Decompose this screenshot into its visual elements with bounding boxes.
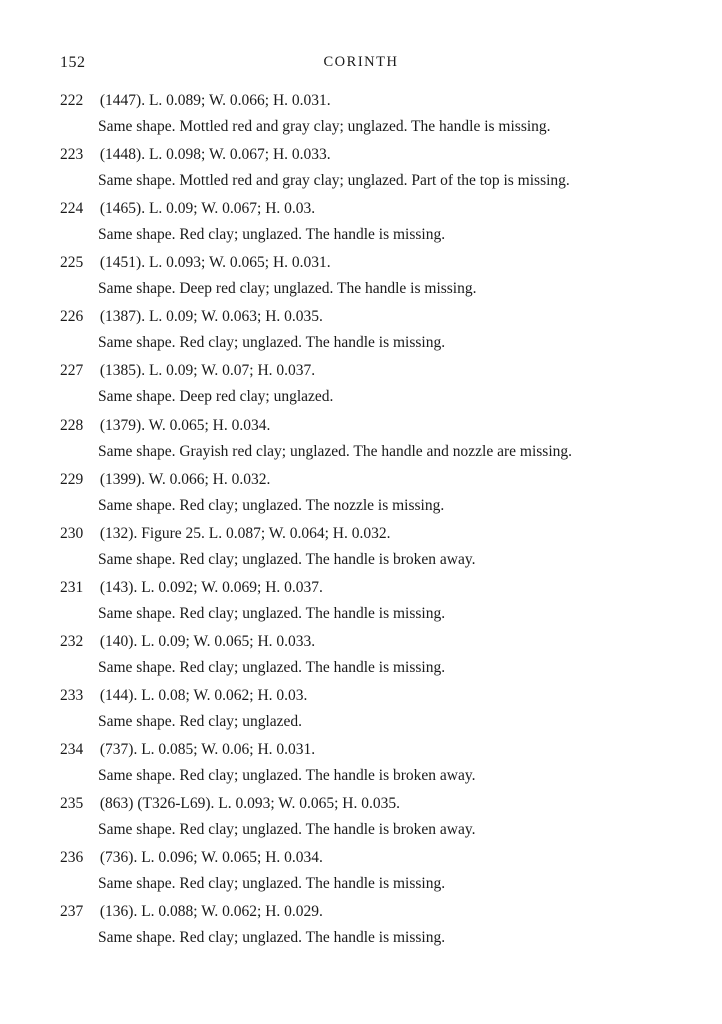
- entry-description: Same shape. Red clay; unglazed. The handle is broken away.: [98, 821, 476, 839]
- entry-measurements: (140). L. 0.09; W. 0.065; H. 0.033.: [99, 632, 316, 650]
- entry-description: Same shape. Red clay; unglazed. The handle is missing.: [98, 875, 446, 893]
- entry-description: Same shape. Grayish red clay; unglazed. The handle and nozzle are missing.: [98, 442, 573, 460]
- catalogue-entry: [60, 795, 682, 849]
- catalogue-entry: [60, 254, 682, 308]
- entry-measurements: (1387). L. 0.09; W. 0.063; H. 0.035.: [99, 308, 323, 326]
- catalogue-entry: [60, 741, 682, 795]
- entry-measurements: (736). L. 0.096; W. 0.065; H. 0.034.: [99, 849, 323, 867]
- entry-heading: [60, 254, 331, 272]
- catalogue-number: 230: [60, 524, 84, 542]
- entry-heading: [60, 92, 331, 110]
- catalogue-number: 226: [60, 308, 84, 326]
- entry-heading: [60, 903, 323, 921]
- entry-heading: [60, 687, 307, 705]
- entry-measurements: (863) (T326-L69). L. 0.093; W. 0.065; H. 0.035.: [99, 795, 400, 813]
- catalogue-entry: [60, 92, 682, 146]
- entry-heading: [60, 200, 315, 218]
- catalogue-entry: [60, 633, 682, 687]
- entry-heading: [60, 417, 270, 435]
- catalogue-entries: [60, 92, 682, 958]
- catalogue-entry: [60, 579, 682, 633]
- catalogue-number: 224: [60, 200, 84, 218]
- entry-heading: [60, 308, 323, 326]
- entry-description: Same shape. Red clay; unglazed. The handle is missing.: [98, 929, 446, 947]
- entry-measurements: (1399). W. 0.066; H. 0.032.: [99, 470, 271, 488]
- entry-measurements: (144). L. 0.08; W. 0.062; H. 0.03.: [99, 687, 308, 705]
- running-head: [60, 54, 662, 76]
- catalogue-number: 234: [60, 741, 84, 759]
- catalogue-entry: [60, 146, 682, 200]
- catalogue-entry: [60, 200, 682, 254]
- page-number: 152: [60, 54, 86, 71]
- entry-description: Same shape. Deep red clay; unglazed.: [98, 388, 334, 406]
- entry-heading: [60, 362, 315, 380]
- entry-measurements: (1379). W. 0.065; H. 0.034.: [99, 416, 271, 434]
- entry-description: Same shape. Red clay; unglazed. The handle is missing.: [98, 334, 446, 352]
- entry-description: Same shape. Red clay; unglazed.: [98, 713, 303, 731]
- catalogue-number: 237: [60, 903, 84, 921]
- catalogue-number: 236: [60, 849, 84, 867]
- entry-description: Same shape. Red clay; unglazed. The handle is missing.: [98, 658, 446, 676]
- entry-heading: [60, 741, 315, 759]
- entry-measurements: (136). L. 0.088; W. 0.062; H. 0.029.: [99, 903, 323, 921]
- catalogue-entry: [60, 308, 682, 362]
- entry-description: Same shape. Mottled red and gray clay; unglazed. Part of the top is missing.: [98, 172, 570, 190]
- entry-heading: [60, 146, 331, 164]
- catalogue-entry: [60, 417, 682, 471]
- catalogue-number: 232: [60, 632, 84, 650]
- entry-measurements: (132). Figure 25. L. 0.087; W. 0.064; H. 0.032.: [99, 524, 391, 542]
- entry-heading: [60, 633, 315, 651]
- entry-heading: [60, 849, 323, 867]
- entry-description: Same shape. Deep red clay; unglazed. The handle is missing.: [98, 280, 477, 298]
- entry-heading: [60, 471, 270, 489]
- catalogue-entry: [60, 849, 682, 903]
- catalogue-entry: [60, 687, 682, 741]
- entry-description: Same shape. Red clay; unglazed. The handle is missing.: [98, 604, 446, 622]
- entry-heading: [60, 795, 400, 813]
- catalogue-number: 225: [60, 254, 84, 272]
- entry-heading: [60, 525, 391, 543]
- entry-description: Same shape. Mottled red and gray clay; unglazed. The handle is missing.: [98, 118, 551, 135]
- catalogue-entry: [60, 362, 682, 416]
- entry-measurements: (143). L. 0.092; W. 0.069; H. 0.037.: [99, 578, 323, 596]
- entry-heading: [60, 579, 323, 597]
- catalogue-entry: [60, 525, 682, 579]
- catalogue-number: 227: [60, 362, 84, 380]
- catalogue-number: 229: [60, 470, 84, 488]
- running-title: CORINTH: [323, 54, 399, 70]
- entry-description: Same shape. Red clay; unglazed. The handle is broken away.: [98, 767, 476, 785]
- entry-measurements: (1465). L. 0.09; W. 0.067; H. 0.03.: [99, 200, 316, 218]
- entry-description: Same shape. Red clay; unglazed. The handle is broken away.: [98, 550, 476, 568]
- entry-measurements: (1447). L. 0.089; W. 0.066; H. 0.031.: [99, 92, 331, 109]
- entry-measurements: (1448). L. 0.098; W. 0.067; H. 0.033.: [99, 146, 331, 164]
- entry-description: Same shape. Red clay; unglazed. The handle is missing.: [98, 226, 446, 244]
- entry-description: Same shape. Red clay; unglazed. The nozzle is missing.: [98, 496, 445, 514]
- entry-measurements: (1385). L. 0.09; W. 0.07; H. 0.037.: [99, 362, 316, 380]
- catalogue-number: 231: [60, 578, 84, 596]
- entry-measurements: (737). L. 0.085; W. 0.06; H. 0.031.: [99, 741, 316, 759]
- catalogue-number: 233: [60, 687, 84, 705]
- catalogue-entry: [60, 903, 682, 957]
- catalogue-number: 223: [60, 146, 84, 164]
- entry-measurements: (1451). L. 0.093; W. 0.065; H. 0.031.: [99, 254, 331, 272]
- catalogue-entry: [60, 471, 682, 525]
- catalogue-number: 228: [60, 416, 84, 434]
- catalogue-number: 235: [60, 795, 84, 813]
- catalogue-number: 222: [60, 92, 84, 109]
